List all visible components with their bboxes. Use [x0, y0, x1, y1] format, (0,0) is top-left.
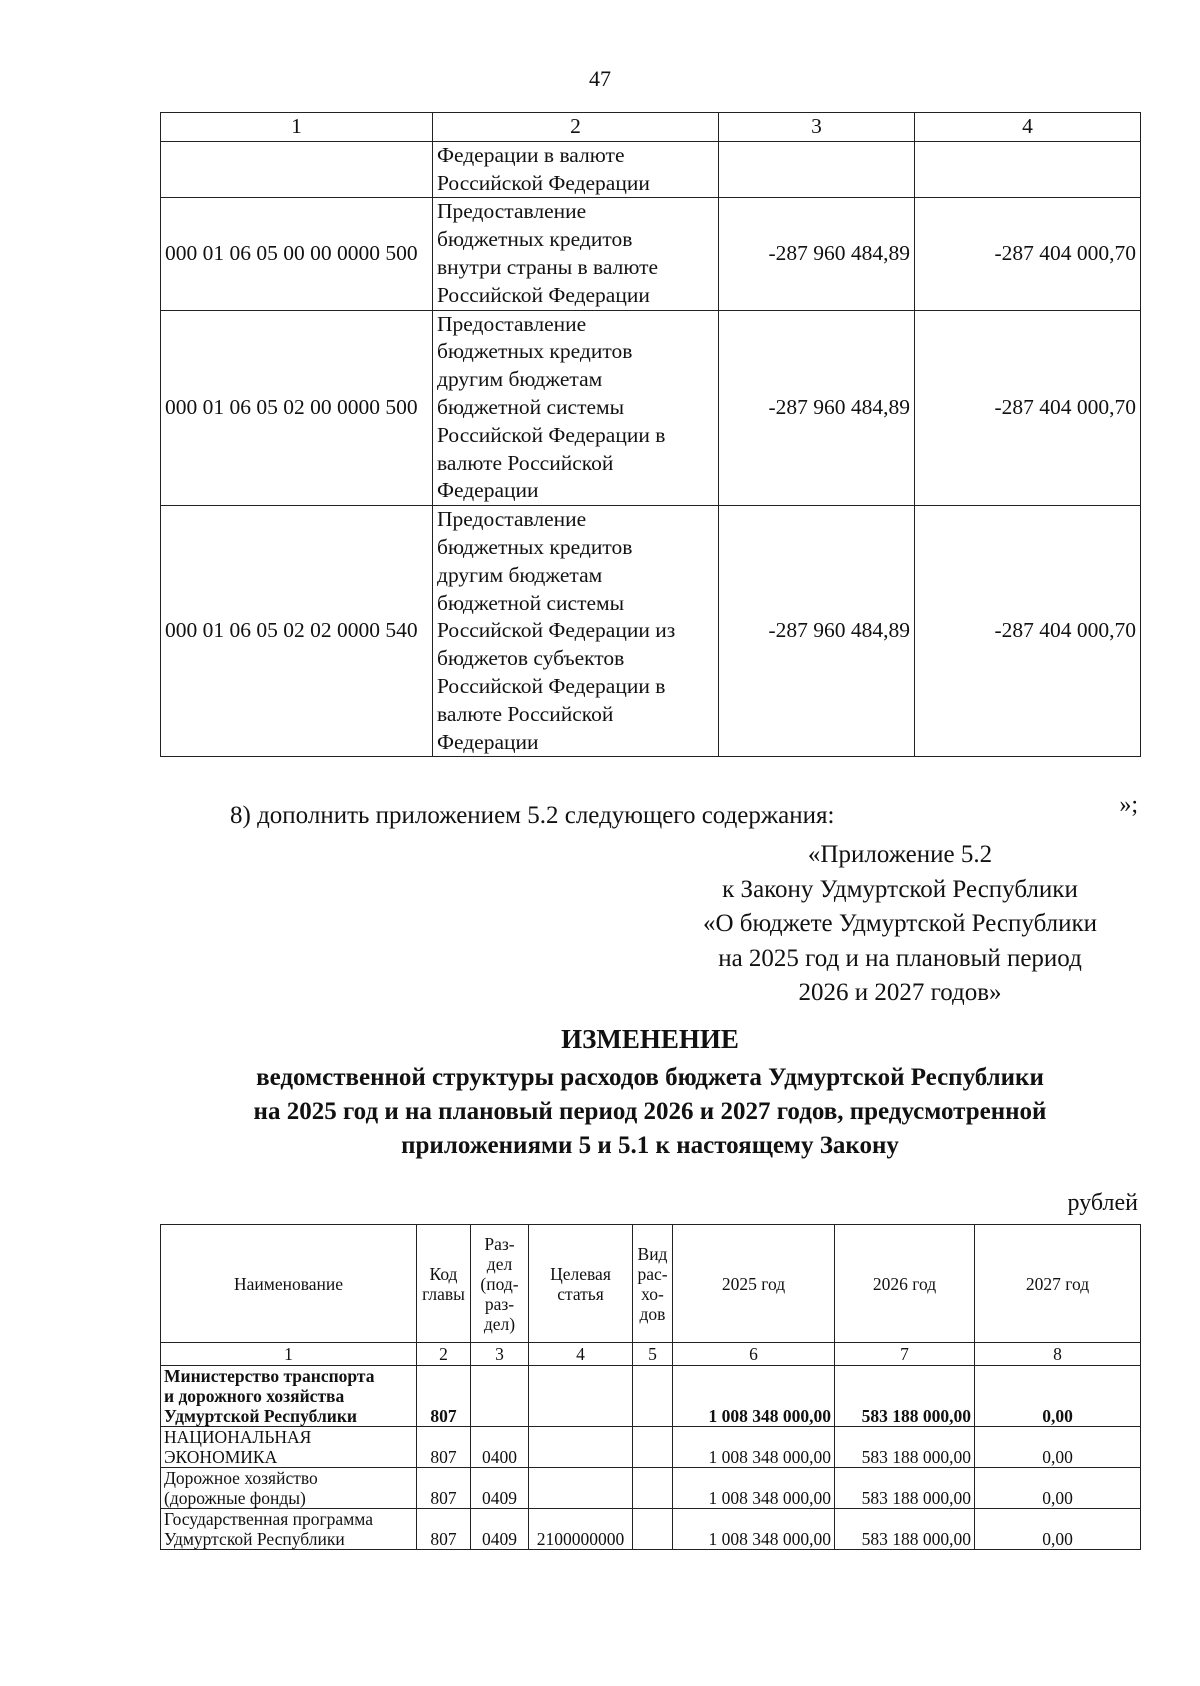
amount-2027-cell: 0,00	[975, 1509, 1141, 1550]
budget-code-cell: 000 01 06 05 02 00 0000 500	[161, 310, 433, 506]
column-number: 3	[471, 1343, 529, 1366]
document-title: ИЗМЕНЕНИЕ	[561, 1024, 739, 1054]
budget-code-cell	[161, 141, 433, 198]
amount-2026-cell: -287 404 000,70	[915, 310, 1141, 506]
target-article-cell	[529, 1427, 633, 1468]
source-name-cell: Федерации в валюте Российской Федерации	[433, 141, 719, 198]
header-cell: 2	[433, 113, 719, 142]
expense-type-cell	[633, 1468, 673, 1509]
amount-2025-cell: 1 008 348 000,00	[673, 1468, 835, 1509]
header-2027: 2027 год	[975, 1225, 1141, 1343]
amount-2025-cell: -287 960 484,89	[719, 310, 915, 506]
section-code-cell: 0409	[471, 1509, 529, 1550]
table-row	[161, 506, 1141, 757]
amount-2025-cell	[719, 141, 915, 198]
amount-2026-cell	[915, 141, 1141, 198]
table-row	[161, 198, 1141, 310]
header-chapter: Код главы	[417, 1225, 471, 1343]
units-label: рублей	[1067, 1190, 1138, 1216]
column-number: 7	[835, 1343, 975, 1366]
table-row	[161, 1509, 1141, 1550]
expense-name-cell: Дорожное хозяйство (дорожные фонды)	[161, 1468, 417, 1509]
budget-code-cell: 000 01 06 05 02 02 0000 540	[161, 506, 433, 757]
chapter-code-cell: 807	[417, 1468, 471, 1509]
section-code-cell: 0400	[471, 1427, 529, 1468]
column-number: 5	[633, 1343, 673, 1366]
expenditure-table	[160, 1224, 1141, 1550]
amount-2026-cell: 583 188 000,00	[835, 1468, 975, 1509]
appendix-line: к Закону Удмуртской Республики	[722, 875, 1078, 903]
amendment-item-text: 8) дополнить приложением 5.2 следующего содержания:	[230, 802, 835, 829]
chapter-code-cell: 807	[417, 1427, 471, 1468]
subtitle-line: на 2025 год и на плановый период 2026 и 2027 годов, предусмотренной	[253, 1098, 1047, 1125]
chapter-code-cell: 807	[417, 1366, 471, 1427]
source-name-cell: Предоставление бюджетных кредитов внутри страны в валюте Российской Федерации	[433, 198, 719, 310]
amount-2025-cell: -287 960 484,89	[719, 506, 915, 757]
table-row	[161, 1468, 1141, 1509]
closing-quote: »;	[1119, 792, 1138, 818]
header-2026: 2026 год	[835, 1225, 975, 1343]
column-number: 4	[529, 1343, 633, 1366]
subtitle-line: приложениями 5 и 5.1 к настоящему Закону	[401, 1132, 899, 1159]
column-number: 1	[161, 1343, 417, 1366]
expense-type-cell	[633, 1509, 673, 1550]
document-subtitle	[150, 1061, 1150, 1163]
header-section: Раз- дел (под- раз- дел)	[471, 1225, 529, 1343]
appendix-line: «О бюджете Удмуртской Республики	[702, 910, 1098, 937]
amount-2027-cell: 0,00	[975, 1427, 1141, 1468]
page-number: 47	[589, 66, 611, 91]
source-name-cell: Предоставление бюджетных кредитов другим бюджетам бюджетной системы Российской Федерации в валюте Российской Федерации	[433, 310, 719, 506]
appendix-line: «Приложение 5.2	[807, 841, 993, 868]
target-article-cell	[529, 1366, 633, 1427]
target-article-cell	[529, 1468, 633, 1509]
amount-2025-cell: 1 008 348 000,00	[673, 1509, 835, 1550]
appendix-line: 2026 и 2027 годов»	[798, 979, 1002, 1006]
header-name: Наименование	[161, 1225, 417, 1343]
appendix-line: на 2025 год и на плановый период	[718, 944, 1082, 972]
header-cell: 3	[719, 113, 915, 142]
section-code-cell: 0409	[471, 1468, 529, 1509]
table-row	[161, 1366, 1141, 1427]
table-row	[161, 1427, 1141, 1468]
header-article: Целевая статья	[529, 1225, 633, 1343]
amount-2025-cell: 1 008 348 000,00	[673, 1366, 835, 1427]
amount-2026-cell: -287 404 000,70	[915, 198, 1141, 310]
column-number-row	[161, 1343, 1141, 1366]
expense-name-cell: Государственная программа Удмуртской Республики	[161, 1509, 417, 1550]
amount-2027-cell: 0,00	[975, 1468, 1141, 1509]
header-type: Вид рас- хо- дов	[633, 1225, 673, 1343]
source-name-cell: Предоставление бюджетных кредитов другим бюджетам бюджетной системы Российской Федерации из бюджетов субъектов Российской Федерации в валюте Российской Федерации	[433, 506, 719, 757]
column-number: 8	[975, 1343, 1141, 1366]
target-article-cell: 2100000000	[529, 1509, 633, 1550]
amount-2025-cell: -287 960 484,89	[719, 198, 915, 310]
expense-name-cell: НАЦИОНАЛЬНАЯ ЭКОНОМИКА	[161, 1427, 417, 1468]
amount-2026-cell: 583 188 000,00	[835, 1427, 975, 1468]
subtitle-line: ведомственной структуры расходов бюджета Удмуртской Республики	[256, 1064, 1044, 1091]
expenditure-table-header	[161, 1225, 1141, 1343]
column-number: 6	[673, 1343, 835, 1366]
appendix-heading	[640, 838, 1160, 1011]
expense-type-cell	[633, 1427, 673, 1468]
expense-type-cell	[633, 1366, 673, 1427]
header-cell: 1	[161, 113, 433, 142]
header-cell: 4	[915, 113, 1141, 142]
section-code-cell	[471, 1366, 529, 1427]
amount-2026-cell: 583 188 000,00	[835, 1509, 975, 1550]
sources-table	[160, 112, 1141, 757]
column-number: 2	[417, 1343, 471, 1366]
table-row	[161, 310, 1141, 506]
amount-2026-cell: -287 404 000,70	[915, 506, 1141, 757]
header-2025: 2025 год	[673, 1225, 835, 1343]
table-row	[161, 141, 1141, 198]
budget-code-cell: 000 01 06 05 00 00 0000 500	[161, 198, 433, 310]
expense-name-cell: Министерство транспорта и дорожного хозяйства Удмуртской Республики	[161, 1366, 417, 1427]
amount-2026-cell: 583 188 000,00	[835, 1366, 975, 1427]
chapter-code-cell: 807	[417, 1509, 471, 1550]
amount-2027-cell: 0,00	[975, 1366, 1141, 1427]
amount-2025-cell: 1 008 348 000,00	[673, 1427, 835, 1468]
sources-table-header	[161, 113, 1141, 142]
